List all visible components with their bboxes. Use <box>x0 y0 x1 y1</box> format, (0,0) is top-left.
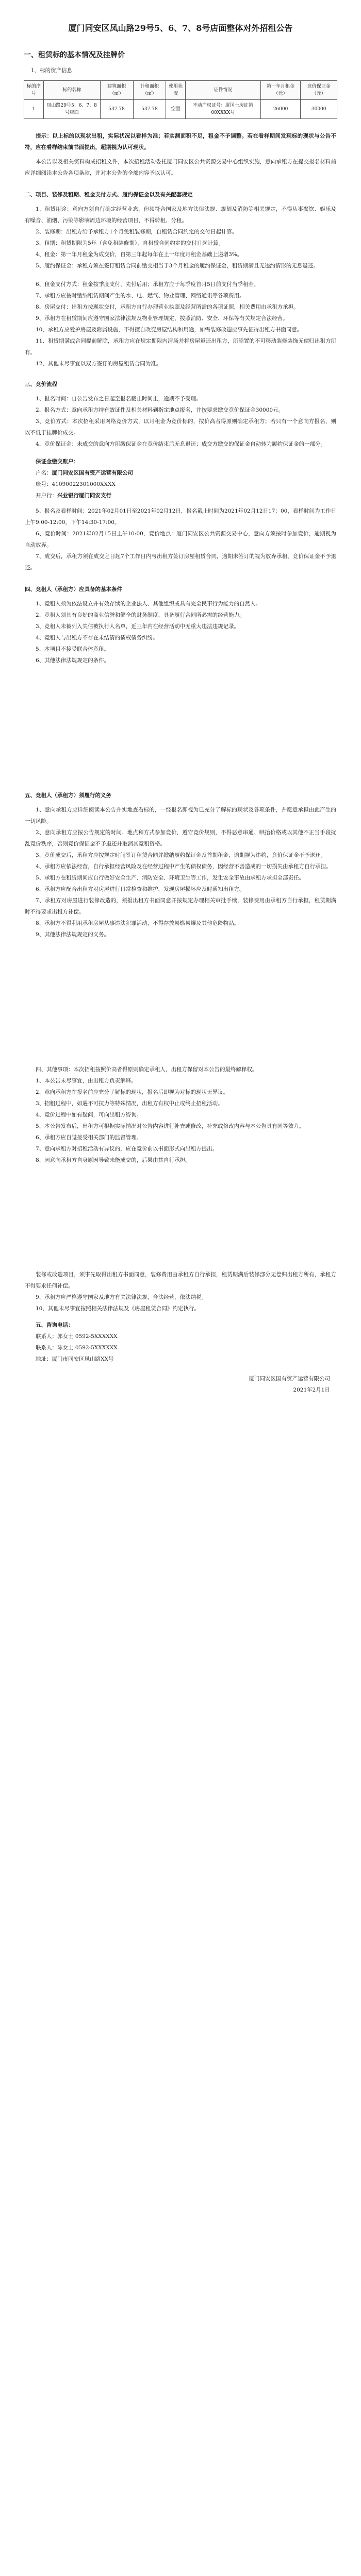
schedule-paragraph: 7、成交后，承租方须在成交之日起7个工作日内与出租方签订房屋租赁合同，逾期未签订的视为放弃承租，竞价保证金不予退还。 <box>25 553 336 571</box>
signature-company: 厦门同安区国有资产运营有限公司 <box>249 1376 330 1382</box>
list-item: 7、承租方对房屋进行装修改造的，须报出租方书面同意并按规定办理相关审批手续，装修费用由承租方自行承担，租赁期满时不得要求出租方补偿。 <box>25 897 336 915</box>
list-item: 12、其他未尽事宜以双方签订的房屋租赁合同为准。 <box>36 361 162 367</box>
list-item: 9、其他法律法规规定的义务。 <box>36 931 110 938</box>
contact-address-label: 地址： <box>36 1356 52 1362</box>
list-item: 6、承租方应配合出租方对房屋进行日常检查和维护，发现房屋损坏应及时通知出租方。 <box>36 886 245 892</box>
table-cell: 537.78 <box>100 100 133 119</box>
bank-account-number <box>25 479 336 490</box>
table-cell: 26000 <box>260 100 301 119</box>
asset-table-header-row <box>24 81 337 100</box>
intro-paragraph: 本公告以及相关资料构成招租文件，本次招租活动委托厦门同安区公共资源交易中心组织实施，意向承租方在提交报名材料前应详细阅读本公告各项条款，并对本公告的全部内容予以认可。 <box>25 159 336 176</box>
list-item: 1、意向承租方应详细阅读本公告并实地查看标的，一经报名即视为已充分了解标的现状及各项条件，并愿意承担由此产生的一切风险。 <box>25 807 336 824</box>
col-header: 计租面积（㎡） <box>133 81 166 100</box>
col-header: 标的序号 <box>24 81 44 100</box>
list-item: 2、装修期：出租方给予承租方1个月免租装修期，自租赁合同约定的交付日起计算。 <box>36 229 238 235</box>
signature-date: 2021年2月1日 <box>293 1387 330 1393</box>
list-item: 3、竞租人未被列入失信被执行人名单，近三年内在经营活动中无重大违法违规记录。 <box>36 623 240 630</box>
list-item: 8、房屋交付：出租方按现状交付，承租方自行办理营业执照及经营所需的各项证照，相关费用由承租方承担。 <box>36 304 299 310</box>
table-cell: 凤山路29号5、6、7、8号店面 <box>43 100 100 119</box>
list-item: 1、报名时间：自公告发布之日起至报名截止时间止，逾期不予受理。 <box>36 396 202 402</box>
section-5-heading: 五、竞租人（承租方）须履行的义务 <box>25 792 111 799</box>
section-1-heading: 一、租赁标的基本情况及挂牌价 <box>24 51 125 59</box>
list-item: 3、竞价成交后，承租方应按规定时间签订租赁合同并缴纳履约保证金及首期租金，逾期视为违约，竞价保证金不予退还。 <box>36 852 326 858</box>
list-item: 5、本公告发布后，出租方可根据实际情况对公告内容进行补充或修改，补充或修改内容与本公告具有同等效力。 <box>36 1123 305 1129</box>
list-item: 4、租金：第一年月租金为成交价，自第三年起每年在上一年度月租金基础上递增3%。 <box>36 251 243 258</box>
list-item: 1、竞租人须为依法设立并有效存续的企业法人、其他组织或具有完全民事行为能力的自然人。 <box>36 601 261 607</box>
closing-paragraph: 9、承租方应严格遵守国家及地方有关法律法规，合法经营，依法纳税。 <box>36 1294 207 1300</box>
list-item: 6、租金支付方式：租金按季度支付，先付后用；承租方应于每季度首月5日前支付当季租金。 <box>36 281 259 287</box>
bank-branch-label: 开户行： <box>36 493 57 499</box>
bank-account-name-label: 户名： <box>36 470 52 476</box>
col-header: 第一年月租金（元） <box>260 81 301 100</box>
asset-table <box>24 80 337 119</box>
table-cell: 537.78 <box>133 100 166 119</box>
page-title: 厦门同安区凤山路29号5、6、7、8号店面整体对外招租公告 <box>68 23 293 33</box>
schedule-paragraph: 5、报名及看样时间：2021年02月01日至2021年02月12日，报名截止时间为2021年02月12日17：00，看样时间为工作日上午9:00-12:00，下午14:30-17:00。 <box>25 508 336 526</box>
table-cell: 30000 <box>301 100 337 119</box>
col-header: 标的名称 <box>43 81 100 100</box>
col-header: 竞价保证金（元） <box>301 81 337 100</box>
col-header: 建筑面积（㎡） <box>100 81 133 100</box>
bank-heading: 保证金缴交账户： <box>36 459 79 465</box>
list-item: 3、租期：租赁期限为5年（含免租装修期），自租赁合同约定的交付日起计算。 <box>36 240 224 246</box>
list-item: 3、招租过程中，如遇不可抗力等特殊情况，出租方有权中止或终止招租活动。 <box>36 1100 223 1107</box>
other-matters-paragraph: 四、其他事项：本次招租按照价高者得原则确定承租人，出租方保留对本公告的最终解释权。 <box>36 1066 258 1073</box>
asset-info-subheading: 1、标的资产信息 <box>31 67 73 74</box>
list-item: 3、竞价方式：本次招租采用网络竞价方式，以月租金为竞价标的，按价高者得原则确定承租方；若只有一个意向方报名，则以不低于挂牌价成交。 <box>25 418 336 436</box>
list-item: 8、承租方不得利用承租房屋从事违法犯罪活动，不得存放易燃易爆及其他危险物品。 <box>36 920 240 926</box>
bank-branch <box>25 490 336 501</box>
contact-address-value: 厦门市同安区凤山路XX号 <box>52 1356 114 1362</box>
table-cell: 1 <box>24 100 44 119</box>
bank-account-name-value: 厦门同安区国有资产运营有限公司 <box>52 470 133 476</box>
list-item: 5、承租方在租赁期间应自行做好安全生产、消防安全、环境卫生等工作，发生安全事故由承租方承担全部责任。 <box>36 875 305 881</box>
list-item: 11、租赁期满或合同提前解除，承租方应在规定期限内清场并将房屋返还出租方，所添置的不可移动装修装饰无偿归出租方所有。 <box>25 338 336 355</box>
bank-account-name <box>25 467 336 479</box>
list-item: 4、竞租人与出租方不存在未结清的债权债务纠纷。 <box>36 635 158 641</box>
section-3-heading: 三、竞价流程 <box>25 381 57 387</box>
list-item: 4、竞价保证金：未成交的意向方所缴保证金在竞价结束后无息退还；成交方缴交的保证金自动转为履约保证金的一部分。 <box>36 441 326 447</box>
list-item: 1、租赁用途：意向方须自行确定经营业态，但须符合国家及地方法律法规、规划及消防等相关规定，不得从事餐饮、娱乐及有噪音、油烟、污染等影响周边环境的经营项目，不得转租、分租。 <box>25 206 336 224</box>
closing-paragraph: 10、其他未尽事宜按照相关法律法规及《房屋租赁合同》约定执行。 <box>36 1306 200 1312</box>
section-2-heading: 二、项目、装修及租期、租金支付方式、履约保证金以及有关配套规定 <box>25 192 193 198</box>
schedule-paragraph: 6、竞价时间：2021年02月15日上午10:00，竞价地点：厦门同安区公共资源交易中心，意向方须按时参加竞价，逾期视为自动放弃。 <box>25 531 336 548</box>
list-item: 2、意向承租方应按公告规定的时间、地点和方式参加竞价，遵守竞价规则，不得恶意串通、哄抬价格或以其他不正当手段扰乱竞价秩序，否则竞价保证金不予退还并取消其竞租资格。 <box>25 829 336 847</box>
list-item: 6、承租方应自觉接受相关部门的监督管理。 <box>36 1134 142 1141</box>
table-cell: 空置 <box>166 100 186 119</box>
list-item: 10、承租方应爱护房屋及附属设施，不得擅自改变房屋结构和用途，如需装修改造应事先征得出租方书面同意。 <box>36 327 303 333</box>
list-item: 9、承租方在租赁期间应遵守国家法律法规及物业管理规定，按照消防、安全、环保等有关规定合法经营。 <box>36 315 288 321</box>
contact-person: 联系人：陈女士 0592-5XXXXXX <box>36 1345 118 1351</box>
list-item: 7、意向承租方对招租活动有异议的，应在竞价前以书面形式向出租方提出。 <box>36 1146 218 1152</box>
closing-paragraph: 装修或改造项目，须事先取得出租方书面同意，装修费用由承租方自行承担，租赁期满后装修部分无偿归出租方所有，承租方不得要求任何补偿。 <box>25 1272 336 1289</box>
list-item: 2、竞租人须具有良好的商业信誉和健全的财务制度，具备履行合同所必需的经营能力。 <box>36 612 245 618</box>
table-cell: 不动产权证号：厦国土房证第00XXXX号 <box>186 100 260 119</box>
list-item: 4、承租方应依法经营，自行承担经营风险及在经营过程中产生的债权债务，因经营不善造成的一切损失由承租方自行承担。 <box>36 863 332 870</box>
notice-paragraph: 提示：以上标的以现状出租，实际状况以看样为准；若实测面积不足，租金不予调整。若在看样期间发现标的现状与公告不符，应在看样结束前书面提出，超期视为认可现状。 <box>25 133 336 150</box>
list-item: 4、竞价过程中如有疑问，可向出租方咨询。 <box>36 1112 142 1118</box>
list-item: 5、履约保证金：承租方须在签订租赁合同前缴交相当于3个月租金的履约保证金，租赁期满且无违约情形的无息退还。 <box>36 263 319 269</box>
list-item: 2、意向承租方在报名前应充分了解标的现状，报名后即视为对标的现状无异议。 <box>36 1089 229 1095</box>
col-header: 证件情况 <box>186 81 260 100</box>
list-item: 6、其他法律法规规定的条件。 <box>36 657 110 664</box>
list-item: 8、因意向承租方自身原因导致未能成交的，后果由其自行承担。 <box>36 1157 191 1163</box>
col-header: 使用状况 <box>166 81 186 100</box>
bank-account-number-label: 账号： <box>36 481 52 487</box>
list-item: 5、本项目不接受联合体竞租。 <box>36 646 110 652</box>
bank-branch-value: 兴业银行厦门同安支行 <box>57 493 111 499</box>
bank-account-number-value: 41090022301000XXXX <box>52 481 116 487</box>
list-item: 7、承租方应按时缴纳租赁期间产生的水、电、燃气、物业管理、网络通讯等各项费用。 <box>36 293 245 299</box>
list-item: 1、本公告未尽事宜，由出租方负责解释。 <box>36 1078 137 1084</box>
contact-person: 联系人：郭女士 0592-5XXXXXX <box>36 1333 118 1340</box>
section-4-heading: 四、竞租人（承租方）应具备的基本条件 <box>25 586 122 592</box>
contact-heading: 五、咨询电话： <box>36 1322 74 1328</box>
table-row <box>24 100 337 119</box>
contact-address <box>25 1353 336 1365</box>
list-item: 2、报名方式：意向承租方持有效证件及相关材料到指定地点报名，并按要求缴交竞价保证金30000元。 <box>36 407 284 413</box>
